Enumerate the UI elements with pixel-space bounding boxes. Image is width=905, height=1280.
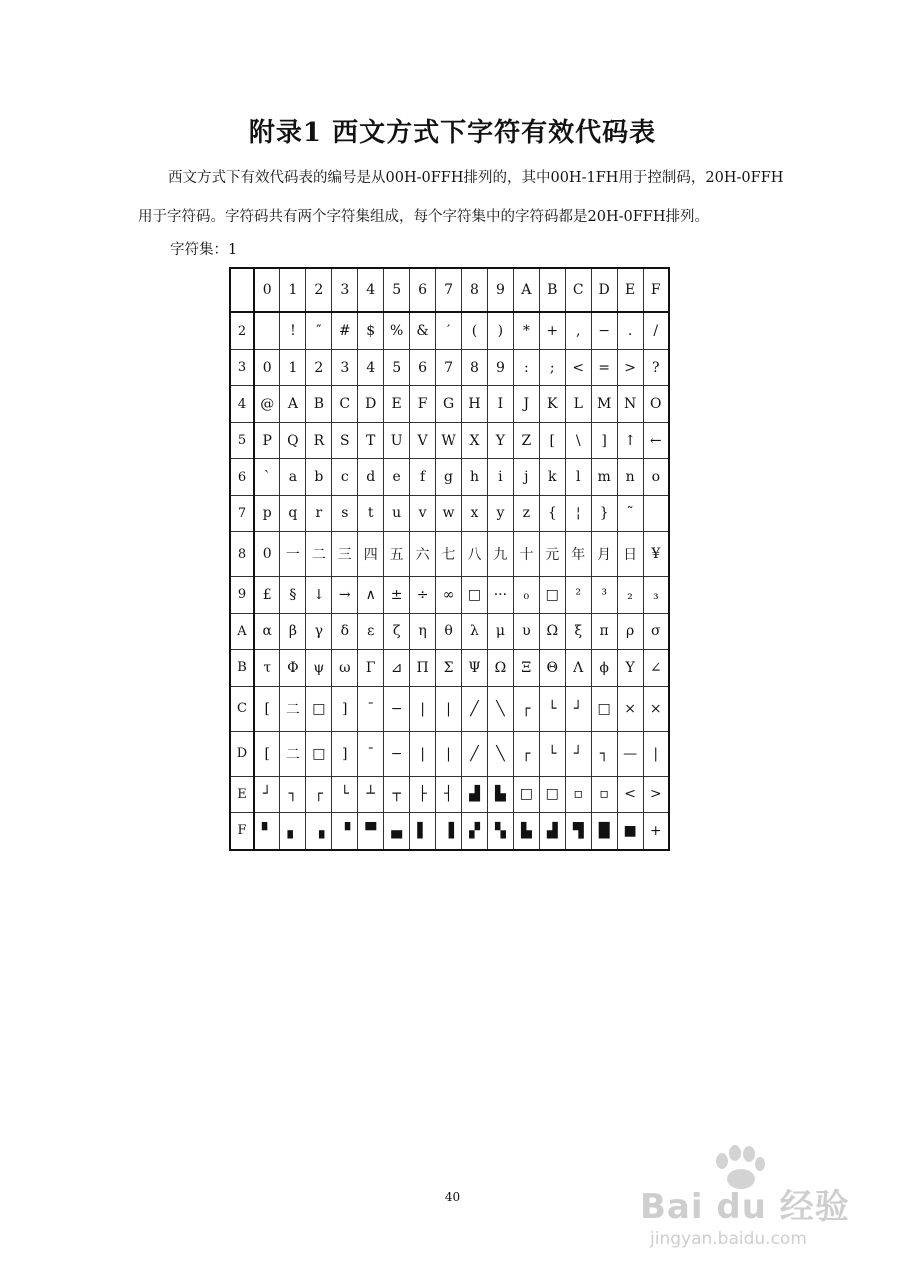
code-cell: ┐ (280, 776, 306, 812)
code-cell: ′ (436, 312, 462, 350)
code-cell: I (487, 386, 513, 422)
code-cell: : (513, 350, 539, 386)
code-cell: ; (539, 350, 565, 386)
column-header-6: 6 (410, 268, 436, 312)
code-cell (254, 312, 280, 350)
code-cell: H (462, 386, 488, 422)
code-cell: □ (539, 776, 565, 812)
code-cell: ! (280, 312, 306, 350)
code-cell: J (513, 386, 539, 422)
code-cell: N (617, 386, 643, 422)
code-cell: 二 (306, 532, 332, 577)
code-cell: ■ (617, 812, 643, 850)
row-header-9: 9 (230, 577, 254, 613)
code-cell: ▌ (410, 812, 436, 850)
code-cell: λ (462, 613, 488, 649)
code-cell: ┘ (565, 686, 591, 731)
code-cell: ÷ (410, 577, 436, 613)
code-cell: s (332, 495, 358, 531)
code-cell: + (643, 812, 669, 850)
code-cell: ┘ (254, 776, 280, 812)
code-cell: t (358, 495, 384, 531)
code-cell: G (436, 386, 462, 422)
code-cell: ↑ (617, 422, 643, 458)
code-cell: δ (332, 613, 358, 649)
column-header-1: 1 (280, 268, 306, 312)
code-cell: ( (462, 312, 488, 350)
code-cell: ╱ (462, 686, 488, 731)
code-table (229, 267, 670, 851)
code-cell: % (384, 312, 410, 350)
column-header-d: D (591, 268, 617, 312)
code-cell: | (643, 731, 669, 776)
code-cell: π (591, 613, 617, 649)
code-cell: ▫ (591, 776, 617, 812)
row-header-a: A (230, 613, 254, 649)
table-row (230, 613, 669, 649)
column-header-7: 7 (436, 268, 462, 312)
code-cell: μ (487, 613, 513, 649)
code-cell: ∧ (358, 577, 384, 613)
code-cell: ▟ (462, 776, 488, 812)
table-row (230, 459, 669, 495)
code-cell: 3 (332, 350, 358, 386)
code-cell: η (410, 613, 436, 649)
column-header-c: C (565, 268, 591, 312)
code-cell: ₂ (617, 577, 643, 613)
row-header-c: C (230, 686, 254, 731)
code-cell: | (410, 686, 436, 731)
intro-paragraph-line-2: 用于字符码。字符码共有两个字符集组成，每个字符集中的字符码都是20H-0FFH排列。 (138, 209, 709, 225)
table-row (230, 312, 669, 350)
table-corner-cell (230, 268, 254, 312)
code-cell: C (332, 386, 358, 422)
code-cell: ▀ (358, 812, 384, 850)
code-cell: M (591, 386, 617, 422)
code-cell: ▖ (280, 812, 306, 850)
code-cell: Π (410, 650, 436, 686)
code-cell: ϕ (591, 650, 617, 686)
table-row (230, 495, 669, 531)
code-cell: 0 (254, 532, 280, 577)
code-cell: 日 (617, 532, 643, 577)
code-cell: − (384, 686, 410, 731)
code-cell: | (436, 731, 462, 776)
code-cell: B (306, 386, 332, 422)
code-cell: Λ (565, 650, 591, 686)
row-header-3: 3 (230, 350, 254, 386)
code-cell: k (539, 459, 565, 495)
row-header-e: E (230, 776, 254, 812)
code-cell: ┬ (384, 776, 410, 812)
column-header-a: A (513, 268, 539, 312)
code-cell: ▄ (384, 812, 410, 850)
code-cell: a (280, 459, 306, 495)
code-cell: v (410, 495, 436, 531)
code-cell: * (513, 312, 539, 350)
code-cell: 六 (410, 532, 436, 577)
code-cell: — (617, 731, 643, 776)
code-cell: Q (280, 422, 306, 458)
row-header-2: 2 (230, 312, 254, 350)
code-cell: T (358, 422, 384, 458)
code-cell: 二 (280, 686, 306, 731)
code-cell: c (332, 459, 358, 495)
code-cell: w (436, 495, 462, 531)
column-header-e: E (617, 268, 643, 312)
code-cell: 4 (358, 350, 384, 386)
code-cell: ├ (410, 776, 436, 812)
code-cell: ρ (617, 613, 643, 649)
code-cell: ┌ (306, 776, 332, 812)
code-cell: z (513, 495, 539, 531)
table-row (230, 776, 669, 812)
code-cell: × (643, 686, 669, 731)
code-cell: £ (254, 577, 280, 613)
code-cell: 十 (513, 532, 539, 577)
code-cell: l (565, 459, 591, 495)
watermark-logo: Bai du 经验 (640, 1187, 850, 1227)
code-cell: 九 (487, 532, 513, 577)
code-cell: ¦ (565, 495, 591, 531)
row-header-b: B (230, 650, 254, 686)
code-cell: α (254, 613, 280, 649)
code-cell: ▙ (487, 776, 513, 812)
code-cell: u (384, 495, 410, 531)
table-row (230, 350, 669, 386)
code-cell: ¯ (358, 731, 384, 776)
code-cell: ∞ (436, 577, 462, 613)
code-cell: 9 (487, 350, 513, 386)
code-cell: ε (358, 613, 384, 649)
code-cell: L (565, 386, 591, 422)
code-cell: θ (436, 613, 462, 649)
page-number: 40 (444, 1190, 461, 1204)
code-cell: ▗ (306, 812, 332, 850)
column-header-5: 5 (384, 268, 410, 312)
code-cell: ξ (565, 613, 591, 649)
code-cell: , (565, 312, 591, 350)
baidu-jingyan-watermark (630, 1145, 880, 1255)
code-cell: 八 (462, 532, 488, 577)
code-cell: q (280, 495, 306, 531)
code-cell: b (306, 459, 332, 495)
code-cell: 7 (436, 350, 462, 386)
code-cell: ┴ (358, 776, 384, 812)
code-cell: x (462, 495, 488, 531)
code-cell: ] (591, 422, 617, 458)
code-cell: Φ (280, 650, 306, 686)
code-cell: | (410, 731, 436, 776)
code-cell: 七 (436, 532, 462, 577)
code-cell: □ (462, 577, 488, 613)
code-cell: 元 (539, 532, 565, 577)
code-cell: υ (513, 613, 539, 649)
code-cell: $ (358, 312, 384, 350)
code-cell: > (617, 350, 643, 386)
code-cell: D (358, 386, 384, 422)
code-cell: h (462, 459, 488, 495)
code-cell: [ (254, 686, 280, 731)
code-cell: × (617, 686, 643, 731)
code-cell: ⊿ (384, 650, 410, 686)
code-cell: = (591, 350, 617, 386)
code-cell: ╲ (487, 686, 513, 731)
table-row (230, 686, 669, 731)
code-cell: W (436, 422, 462, 458)
code-cell: ″ (306, 312, 332, 350)
code-cell: ▚ (487, 812, 513, 850)
code-cell: ² (565, 577, 591, 613)
code-cell: ∠ (643, 650, 669, 686)
code-cell: [ (254, 731, 280, 776)
code-cell: ··· (487, 577, 513, 613)
code-cell: □ (539, 577, 565, 613)
code-cell: [ (539, 422, 565, 458)
row-header-f: F (230, 812, 254, 850)
code-cell: 五 (384, 532, 410, 577)
code-cell: 三 (332, 532, 358, 577)
code-cell: ╲ (487, 731, 513, 776)
code-cell: Σ (436, 650, 462, 686)
charset-label: 字符集：1 (170, 242, 238, 258)
code-cell: Y (487, 422, 513, 458)
column-header-2: 2 (306, 268, 332, 312)
code-cell: + (539, 312, 565, 350)
code-cell: 月 (591, 532, 617, 577)
code-cell: ▝ (332, 812, 358, 850)
code-cell: Ω (487, 650, 513, 686)
code-cell: □ (306, 731, 332, 776)
code-cell: σ (643, 613, 669, 649)
code-cell: @ (254, 386, 280, 422)
column-header-8: 8 (462, 268, 488, 312)
table-row (230, 731, 669, 776)
code-cell: | (436, 686, 462, 731)
column-header-9: 9 (487, 268, 513, 312)
table-row (230, 532, 669, 577)
code-cell: > (643, 776, 669, 812)
code-cell: Θ (539, 650, 565, 686)
code-cell: < (617, 776, 643, 812)
code-cell: ? (643, 350, 669, 386)
row-header-7: 7 (230, 495, 254, 531)
code-cell: . (617, 312, 643, 350)
table-row (230, 386, 669, 422)
code-cell: ζ (384, 613, 410, 649)
code-cell: g (436, 459, 462, 495)
row-header-8: 8 (230, 532, 254, 577)
code-cell: 年 (565, 532, 591, 577)
code-cell: # (332, 312, 358, 350)
code-cell: ▫ (565, 776, 591, 812)
code-cell: ω (332, 650, 358, 686)
code-cell: ┌ (513, 731, 539, 776)
watermark-url: jingyan.baidu.com (650, 1229, 807, 1249)
code-cell: A (280, 386, 306, 422)
code-cell: Ξ (513, 650, 539, 686)
code-cell: d (358, 459, 384, 495)
code-cell: e (384, 459, 410, 495)
table-row (230, 422, 669, 458)
code-cell: K (539, 386, 565, 422)
code-cell: ▞ (462, 812, 488, 850)
code-cell: ] (332, 686, 358, 731)
code-cell: Υ (617, 650, 643, 686)
code-cell: 5 (384, 350, 410, 386)
code-cell: S (332, 422, 358, 458)
code-cell: V (410, 422, 436, 458)
column-header-row (230, 268, 669, 312)
code-cell: ³ (591, 577, 617, 613)
code-cell: ₃ (643, 577, 669, 613)
code-cell: } (591, 495, 617, 531)
row-header-d: D (230, 731, 254, 776)
code-cell: ] (332, 731, 358, 776)
code-cell: █ (591, 812, 617, 850)
code-cell: ▙ (513, 812, 539, 850)
code-cell: m (591, 459, 617, 495)
code-cell: γ (306, 613, 332, 649)
code-cell: Ψ (462, 650, 488, 686)
code-cell: r (306, 495, 332, 531)
code-cell: < (565, 350, 591, 386)
code-cell: i (487, 459, 513, 495)
column-header-3: 3 (332, 268, 358, 312)
code-cell: ψ (306, 650, 332, 686)
code-cell: → (332, 577, 358, 613)
column-header-4: 4 (358, 268, 384, 312)
code-cell: E (384, 386, 410, 422)
column-header-0: 0 (254, 268, 280, 312)
code-cell: ) (487, 312, 513, 350)
code-cell: ˋ (254, 459, 280, 495)
code-cell: 2 (306, 350, 332, 386)
code-cell: o (643, 459, 669, 495)
code-cell: / (643, 312, 669, 350)
column-header-b: B (539, 268, 565, 312)
code-cell: └ (332, 776, 358, 812)
code-cell: − (591, 312, 617, 350)
table-row (230, 577, 669, 613)
code-cell: □ (591, 686, 617, 731)
code-cell: 8 (462, 350, 488, 386)
code-cell: ▐ (436, 812, 462, 850)
code-cell: ┘ (565, 731, 591, 776)
code-cell: β (280, 613, 306, 649)
code-cell: O (643, 386, 669, 422)
code-cell: U (384, 422, 410, 458)
table-row (230, 812, 669, 850)
code-cell: ± (384, 577, 410, 613)
row-header-4: 4 (230, 386, 254, 422)
code-cell: Z (513, 422, 539, 458)
code-cell: □ (306, 686, 332, 731)
code-cell: ↓ (306, 577, 332, 613)
code-cell: ┤ (436, 776, 462, 812)
code-cell: ˜ (617, 495, 643, 531)
code-cell: ← (643, 422, 669, 458)
intro-paragraph-line-1: 西文方式下有效代码表的编号是从00H-0FFH排列的，其中00H-1FH用于控制码，20H-0FFH (168, 170, 784, 186)
code-cell: R (306, 422, 332, 458)
code-cell: □ (513, 776, 539, 812)
code-cell: └ (539, 686, 565, 731)
code-cell: ┌ (513, 686, 539, 731)
code-cell: § (280, 577, 306, 613)
code-cell: ▟ (539, 812, 565, 850)
code-cell: 1 (280, 350, 306, 386)
code-cell (643, 495, 669, 531)
page-title: 附录1 西文方式下字符有效代码表 (248, 118, 657, 148)
code-cell: F (410, 386, 436, 422)
code-cell: n (617, 459, 643, 495)
code-cell: 6 (410, 350, 436, 386)
code-cell: p (254, 495, 280, 531)
code-cell: P (254, 422, 280, 458)
row-header-5: 5 (230, 422, 254, 458)
code-cell: └ (539, 731, 565, 776)
code-cell: & (410, 312, 436, 350)
code-cell: y (487, 495, 513, 531)
code-cell: ▘ (254, 812, 280, 850)
code-cell: j (513, 459, 539, 495)
column-header-f: F (643, 268, 669, 312)
code-cell: ¥ (643, 532, 669, 577)
code-cell: ¯ (358, 686, 384, 731)
code-cell: ▜ (565, 812, 591, 850)
code-cell: Ω (539, 613, 565, 649)
code-table-body (230, 268, 669, 850)
code-cell: 一 (280, 532, 306, 577)
code-cell: ₀ (513, 577, 539, 613)
code-cell: ┐ (591, 731, 617, 776)
code-cell: 二 (280, 731, 306, 776)
code-cell: f (410, 459, 436, 495)
code-cell: Γ (358, 650, 384, 686)
code-cell: ╱ (462, 731, 488, 776)
code-cell: 0 (254, 350, 280, 386)
code-cell: { (539, 495, 565, 531)
code-cell: \ (565, 422, 591, 458)
code-cell: 四 (358, 532, 384, 577)
table-row (230, 650, 669, 686)
code-cell: τ (254, 650, 280, 686)
code-cell: X (462, 422, 488, 458)
code-cell: − (384, 731, 410, 776)
row-header-6: 6 (230, 459, 254, 495)
